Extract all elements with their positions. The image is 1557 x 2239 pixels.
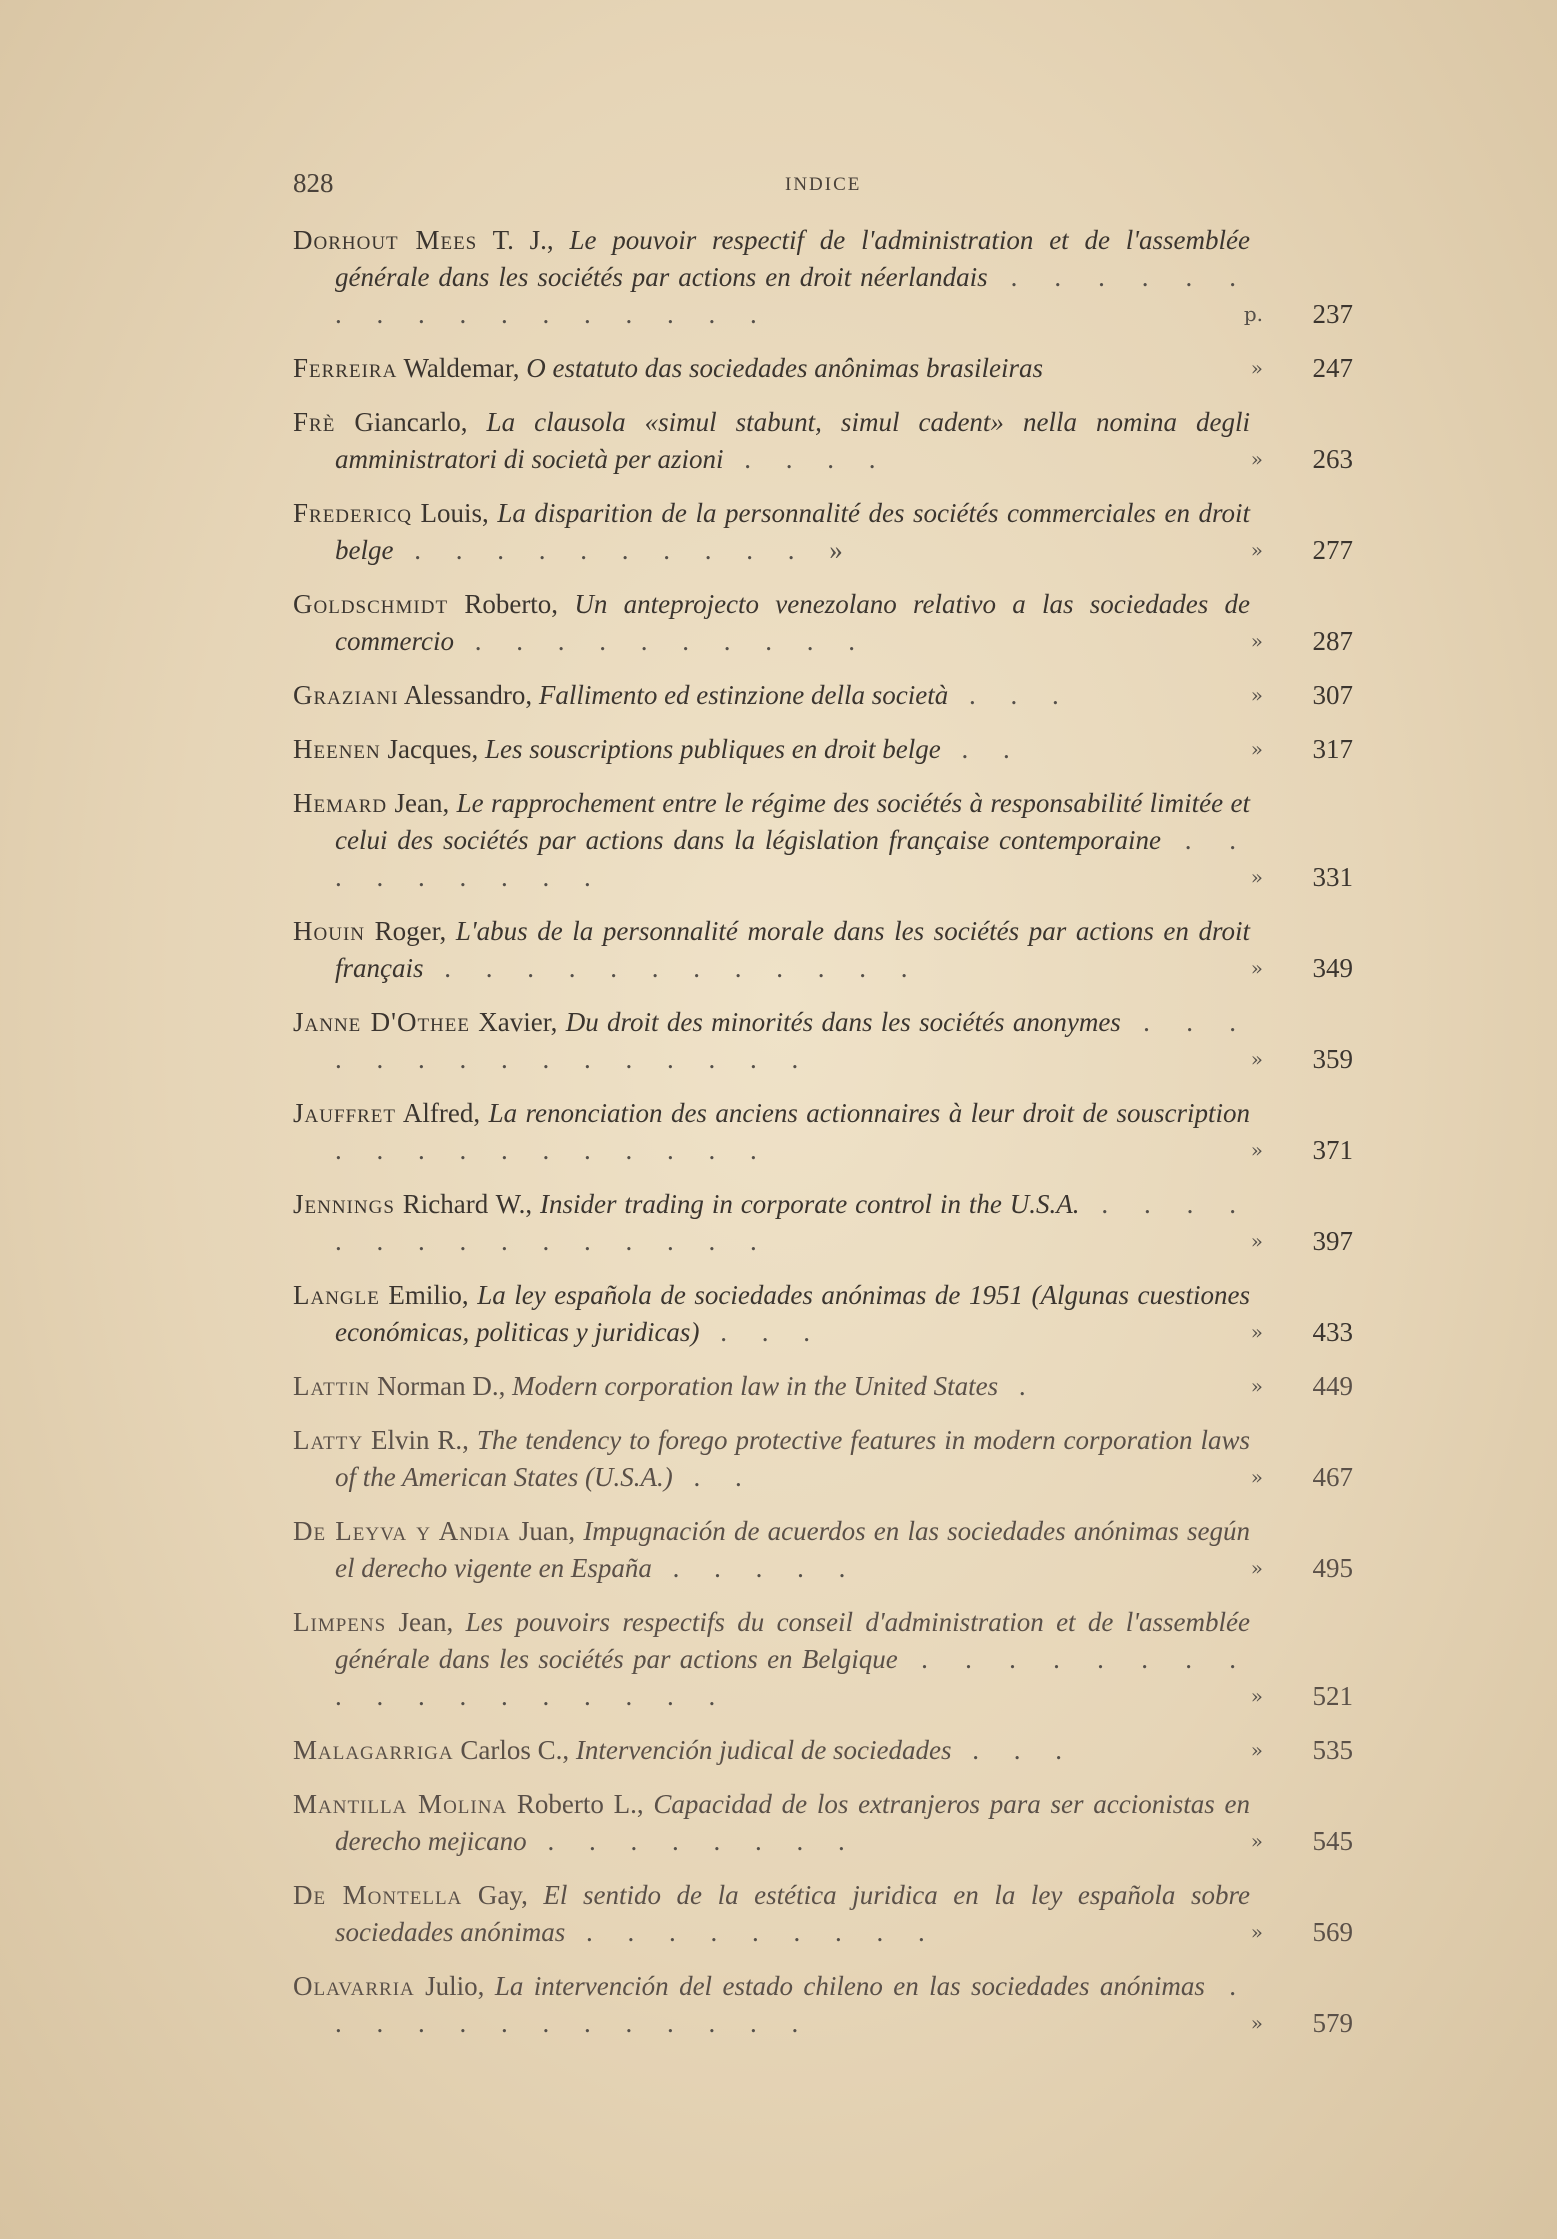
entry-author: Langle <box>293 1280 380 1310</box>
entry-page-number: 449 <box>1312 1371 1353 1401</box>
entry-author-forename: Elvin R., <box>363 1425 477 1455</box>
toc-entry <box>293 495 1353 569</box>
entry-author-forename: Waldemar, <box>397 353 527 383</box>
entry-author-forename: Alessandro, <box>398 680 539 710</box>
entry-ditto-mark: » <box>1250 1556 1263 1580</box>
entry-author: Dorhout Mees <box>293 225 478 255</box>
entry-page-number: 579 <box>1312 2008 1353 2038</box>
entry-author: Jennings <box>293 1189 395 1219</box>
entry-author-forename: Jean, <box>387 788 457 818</box>
entry-title: Capacidad de los extranjeros para ser accionistas en derecho mejicano <box>335 1789 1250 1856</box>
entry-ditto-mark: » <box>1250 683 1263 707</box>
entry-text <box>293 677 1250 714</box>
entry-author: Graziani <box>293 680 399 710</box>
entry-text <box>293 350 1250 387</box>
entry-text <box>293 785 1250 896</box>
toc-entry <box>293 1968 1353 2042</box>
entry-page-number: 359 <box>1312 1044 1353 1074</box>
entry-leaders: . . . <box>948 680 1073 710</box>
entry-leaders: . . . . . . . . . . . . <box>423 953 922 983</box>
entry-author-forename: T. J., <box>477 225 570 255</box>
entry-author: Jauffret <box>293 1098 396 1128</box>
entry-page-number: 263 <box>1312 444 1353 474</box>
entry-leaders: . . . <box>951 1735 1077 1765</box>
toc-entry <box>293 1786 1353 1860</box>
entry-author-forename: Jacques, <box>380 734 485 764</box>
entry-page-number: 545 <box>1312 1826 1353 1856</box>
toc-entry <box>293 1422 1353 1496</box>
entry-ditto-mark: » <box>1250 956 1263 980</box>
entry-ditto-mark: » <box>1250 1138 1263 1162</box>
running-title: INDICE <box>785 174 862 195</box>
entry-ditto-mark: » <box>1250 865 1263 889</box>
entry-ditto-mark: » <box>1250 629 1263 653</box>
entry-ditto-mark: » <box>1250 356 1263 380</box>
toc-entry <box>293 1732 1353 1769</box>
entry-author: Houin <box>293 916 365 946</box>
entry-title: Intervención judical de sociedades <box>575 1735 952 1765</box>
entry-leaders: . . . . . . . . . . » <box>393 535 857 565</box>
entry-title: Le rapprochement entre le régime des sociétés à responsabilité limitée et celui des sociétés par actions dans la législation française contemporaine <box>335 788 1250 855</box>
entry-ditto-mark: » <box>1250 447 1263 471</box>
entry-leaders: . <box>998 1371 1040 1401</box>
toc-entry <box>293 1095 1353 1169</box>
entry-text <box>293 404 1250 478</box>
entry-leaders: . . . . . . . . . <box>335 825 1251 892</box>
table-of-contents <box>293 222 1353 2059</box>
entry-author-forename: Richard W., <box>394 1189 541 1219</box>
entry-title: The tendency to forego protective features in modern corporation laws of the American States (U.S.A.) <box>335 1425 1250 1492</box>
toc-entry <box>293 1186 1353 1260</box>
entry-page-number: 237 <box>1312 299 1353 329</box>
entry-page-number: 535 <box>1312 1735 1353 1765</box>
entry-ditto-mark: » <box>1250 1229 1263 1253</box>
entry-leaders: . . . . . . . . . . . . . <box>335 1971 1251 2038</box>
entry-ditto-mark: » <box>1250 1374 1263 1398</box>
entry-author-forename: Jean, <box>386 1607 466 1637</box>
entry-author-forename: Norman D., <box>370 1371 513 1401</box>
toc-entry <box>293 913 1353 987</box>
toc-entry <box>293 222 1353 333</box>
entry-page-number: 433 <box>1312 1317 1353 1347</box>
entry-author: Olavarria <box>293 1971 415 2001</box>
entry-leaders: . . . . . . . . . <box>565 1917 939 1947</box>
entry-leaders: . . . . . . . . . . . <box>335 1135 771 1165</box>
entry-text <box>293 1786 1250 1860</box>
entry-title: Impugnación de acuerdos en las sociedades anónimas según el derecho vigente en España <box>335 1516 1250 1583</box>
entry-author-forename: Alfred, <box>395 1098 489 1128</box>
page-header <box>293 168 1353 208</box>
entry-leaders: . . . <box>699 1317 824 1347</box>
entry-text <box>293 495 1250 569</box>
entry-text <box>293 731 1250 768</box>
entry-author: Ferreira <box>293 353 398 383</box>
entry-author: Limpens <box>293 1607 387 1637</box>
entry-author: Janne D'Othee <box>293 1007 470 1037</box>
entry-author: Heenen <box>293 734 381 764</box>
entry-ditto-mark: » <box>1250 1920 1263 1944</box>
entry-author: Goldschmidt <box>293 589 449 619</box>
entry-ditto-mark: » <box>1250 737 1263 761</box>
entry-author: Mantilla Molina <box>293 1789 508 1819</box>
entry-author: Latty <box>293 1425 364 1455</box>
entry-page-number: 349 <box>1312 953 1353 983</box>
toc-entry <box>293 785 1353 896</box>
entry-page-number: 331 <box>1312 862 1353 892</box>
entry-author: Malagarriga <box>293 1735 454 1765</box>
entry-leaders: . . . . . . . . . . . . . . . <box>335 1007 1250 1074</box>
entry-text <box>293 1877 1250 1951</box>
entry-text <box>293 1513 1250 1587</box>
entry-title: O estatuto das sociedades anônimas brasileiras <box>526 353 1043 383</box>
entry-page-number: 247 <box>1312 353 1353 383</box>
entry-page-number: 287 <box>1312 626 1353 656</box>
entry-leaders: . . . . . . . . . . . . . . . . . . <box>335 1644 1250 1711</box>
entry-author-forename: Giancarlo, <box>335 407 487 437</box>
toc-entry <box>293 1277 1353 1351</box>
entry-author-forename: Julio, <box>414 1971 495 2001</box>
entry-page-number: 569 <box>1312 1917 1353 1947</box>
entry-ditto-mark: » <box>1250 2011 1263 2035</box>
entry-author-forename: Roberto L., <box>507 1789 654 1819</box>
toc-entry <box>293 1004 1353 1078</box>
entry-author-forename: Gay, <box>462 1880 544 1910</box>
entry-text <box>293 1186 1250 1260</box>
entry-author-forename: Carlos C., <box>453 1735 576 1765</box>
entry-text <box>293 913 1250 987</box>
entry-text <box>293 1968 1250 2042</box>
entry-text <box>293 1604 1250 1715</box>
entry-author: Lattin <box>293 1371 371 1401</box>
entry-author-forename: Roberto, <box>448 589 575 619</box>
entry-title: Le pouvoir respectif de l'administration et de l'assemblée générale dans les sociétés par actions en droit néerlandais <box>335 225 1251 292</box>
entry-author-forename: Roger, <box>365 916 456 946</box>
entry-title: La intervención del estado chileno en las sociedades anónimas <box>494 1971 1205 2001</box>
entry-ditto-mark: » <box>1250 1684 1263 1708</box>
entry-title: Insider trading in corporate control in the U.S.A. <box>540 1189 1080 1219</box>
entry-text <box>293 1368 1250 1405</box>
entry-text <box>293 586 1250 660</box>
entry-author: Frè <box>293 407 336 437</box>
entry-title: Du droit des minorités dans les sociétés anonymes <box>565 1007 1121 1037</box>
toc-entry <box>293 586 1353 660</box>
entry-author: Fredericq <box>293 498 413 528</box>
entry-title: El sentido de la estética juridica en la ley española sobre sociedades anónimas <box>335 1880 1250 1947</box>
entry-author: De Montella <box>293 1880 463 1910</box>
entry-page-number: 495 <box>1312 1553 1353 1583</box>
entry-ditto-mark: p. <box>1243 302 1263 326</box>
entry-author: De Leyva y Andia <box>293 1516 511 1546</box>
entry-title: Un anteprojecto venezolano relativo a las sociedades de commercio <box>335 589 1250 656</box>
entry-title: L'abus de la personnalité morale dans les sociétés par actions en droit français <box>335 916 1250 983</box>
entry-leaders: . . . . . . . . . . <box>453 626 869 656</box>
entry-text <box>293 1422 1250 1496</box>
entry-leaders: . . . . . . . . . . . . . . . . . <box>335 262 1250 329</box>
entry-text <box>293 222 1250 333</box>
toc-entry <box>293 1513 1353 1587</box>
entry-ditto-mark: » <box>1250 1465 1263 1489</box>
entry-page-number: 467 <box>1312 1462 1353 1492</box>
page-number: 828 <box>293 168 334 198</box>
toc-entry <box>293 677 1353 714</box>
entry-title: Les pouvoirs respectifs du conseil d'administration et de l'assemblée générale dans les sociétés par actions en Belgique <box>335 1607 1250 1674</box>
entry-leaders: . . <box>672 1462 756 1492</box>
toc-entry <box>293 1368 1353 1405</box>
entry-title: La disparition de la personnalité des sociétés commerciales en droit belge <box>335 498 1250 565</box>
entry-text <box>293 1277 1250 1351</box>
entry-leaders: . . . . . <box>651 1553 860 1583</box>
entry-text <box>293 1004 1250 1078</box>
entry-page-number: 317 <box>1312 734 1353 764</box>
entry-ditto-mark: » <box>1250 1738 1263 1762</box>
entry-text <box>293 1095 1250 1169</box>
entry-text <box>293 1732 1250 1769</box>
entry-title: La renonciation des anciens actionnaires à leur droit de souscription <box>488 1098 1250 1128</box>
entry-author: Hemard <box>293 788 388 818</box>
toc-entry <box>293 731 1353 768</box>
toc-entry <box>293 404 1353 478</box>
entry-leaders: . . . . <box>723 444 890 474</box>
entry-author-forename: Xavier, <box>469 1007 566 1037</box>
entry-title: La clausola «simul stabunt, simul cadent» nella nomina degli amministratori di società per azioni <box>335 407 1250 474</box>
entry-leaders: . . <box>940 734 1024 764</box>
entry-author-forename: Juan, <box>510 1516 584 1546</box>
entry-page-number: 397 <box>1312 1226 1353 1256</box>
entry-title: Fallimento ed estinzione della società <box>538 680 949 710</box>
entry-ditto-mark: » <box>1250 1829 1263 1853</box>
entry-title: Modern corporation law in the United States <box>512 1371 999 1401</box>
entry-leaders: . . . . . . . . <box>526 1826 859 1856</box>
entry-ditto-mark: » <box>1250 538 1263 562</box>
entry-page-number: 371 <box>1312 1135 1353 1165</box>
entry-title: Les souscriptions publiques en droit belge <box>484 734 941 764</box>
toc-entry <box>293 1877 1353 1951</box>
toc-entry <box>293 350 1353 387</box>
entry-page-number: 277 <box>1312 535 1353 565</box>
entry-title: La ley española de sociedades anónimas de 1951 (Algunas cuestiones económicas, politicas y juridicas) <box>335 1280 1250 1347</box>
entry-page-number: 521 <box>1312 1681 1353 1711</box>
entry-author-forename: Emilio, <box>379 1280 478 1310</box>
entry-ditto-mark: » <box>1250 1320 1263 1344</box>
entry-leaders: . . . . . . . . . . . . . . . <box>335 1189 1250 1256</box>
toc-entry <box>293 1604 1353 1715</box>
entry-page-number: 307 <box>1312 680 1353 710</box>
entry-ditto-mark: » <box>1250 1047 1263 1071</box>
entry-author-forename: Louis, <box>412 498 498 528</box>
